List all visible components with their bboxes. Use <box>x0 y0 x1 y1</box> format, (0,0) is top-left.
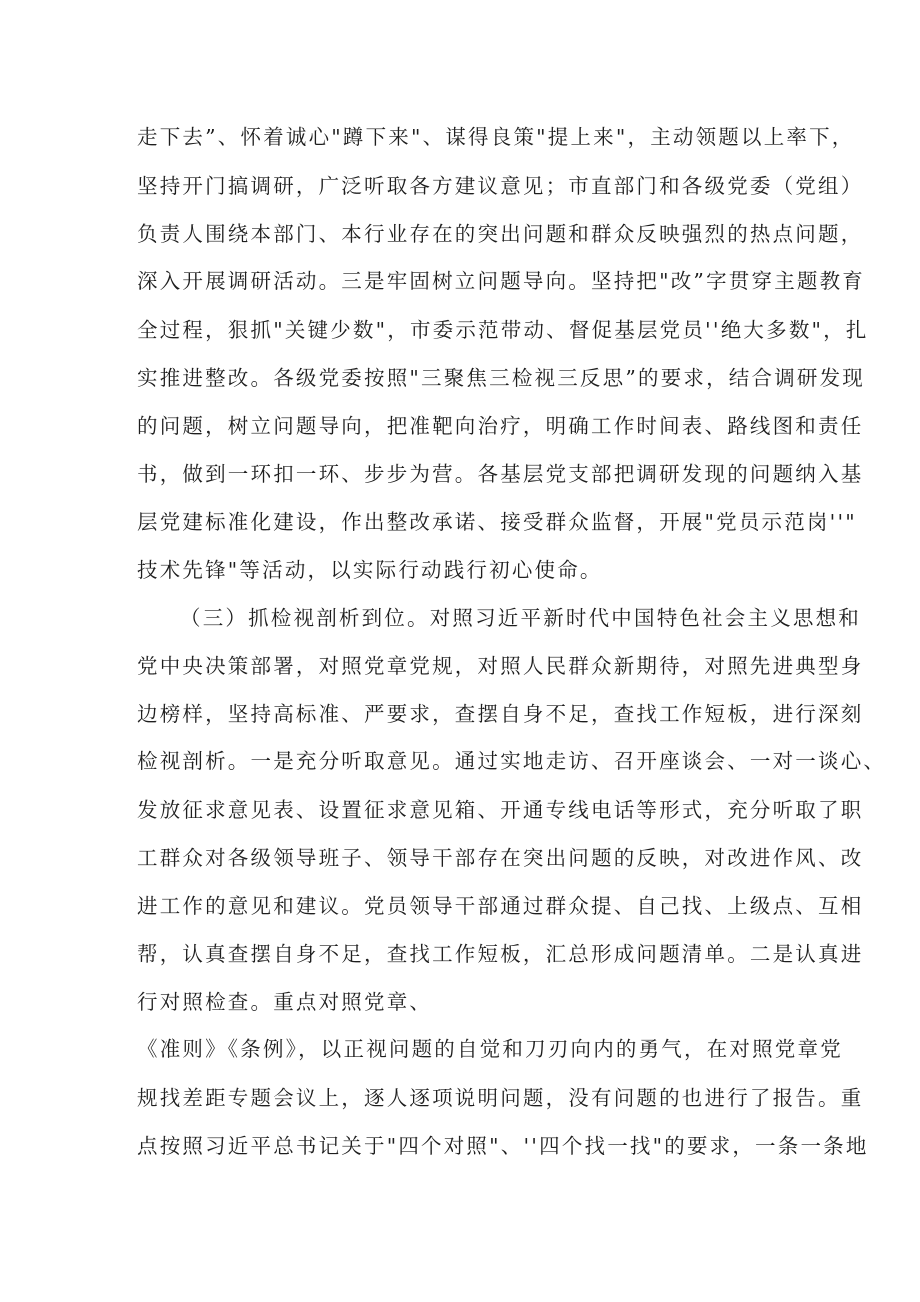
text-line: 深入开展调研活动。三是牢固树立问题导向。坚持把"改”字贯穿主题教育 <box>137 269 866 293</box>
text-line: 检视剖析。一是充分听取意见。通过实地走访、召开座谈会、一对一谈心、 <box>137 749 887 773</box>
text-line: 的问题，树立问题导向，把准靶向治疗，明确工作时间表、路线图和责任 <box>137 414 864 438</box>
text-line: 进工作的意见和建议。党员领导干部通过群众提、自己找、上级点、互相 <box>137 894 864 918</box>
text-line: 行对照检查。重点对照党章、 <box>137 990 433 1014</box>
text-line: 规找差距专题会议上，逐人逐项说明问题，没有问题的也进行了报告。重 <box>137 1086 864 1110</box>
text-line: 帮，认真查摆自身不足，查找工作短板，汇总形成问题清单。二是认真进 <box>137 942 864 966</box>
text-line: 《准则》《条例》，以正视问题的自觉和刀刃向内的勇气，在对照党章党 <box>137 1037 843 1061</box>
text-line: 边榜样，坚持高标准、严要求，查摆自身不足，查找工作短板，进行深刻 <box>137 702 864 726</box>
text-line: 坚持开门搞调研，广泛听取各方建议意见；市直部门和各级党委（党组） <box>137 174 864 198</box>
section-heading-line: （三）抓检视剖析到位。对照习近平新时代中国特色社会主义思想和 <box>180 606 861 630</box>
text-line: 点按照习近平总书记关于"四个对照"、''四个找一找"的要求，一条一条地 <box>137 1134 869 1158</box>
text-line: 全过程，狠抓"关键少数"，市委示范带动、督促基层党员''绝大多数"，扎 <box>137 318 869 342</box>
text-line: 发放征求意见表、设置征求意见箱、开通专线电话等形式，充分听取了职 <box>137 798 864 822</box>
text-line: 书，做到一环扣一环、步步为营。各基层党支部把调研发现的问题纳入基 <box>137 462 864 486</box>
text-line: 技术先锋"等活动，以实际行动践行初心使命。 <box>137 558 603 582</box>
text-line: 实推进整改。各级党委按照"三聚焦三检视三反思”的要求，结合调研发现 <box>137 366 866 390</box>
text-line: 层党建标准化建设，作出整改承诺、接受群众监督，开展"党员示范岗''" <box>137 510 857 534</box>
text-line: 工群众对各级领导班子、领导干部存在突出问题的反映，对改进作风、改 <box>137 846 864 870</box>
text-line: 党中央决策部署，对照党章党规，对照人民群众新期待，对照先进典型身 <box>137 654 864 678</box>
text-line: 负责人围绕本部门、本行业存在的突出问题和群众反映强烈的热点问题， <box>137 222 864 246</box>
text-line: 走下去”、怀着诚心"蹲下来"、谋得良策"提上来"，主动领题以上率下， <box>137 125 855 149</box>
